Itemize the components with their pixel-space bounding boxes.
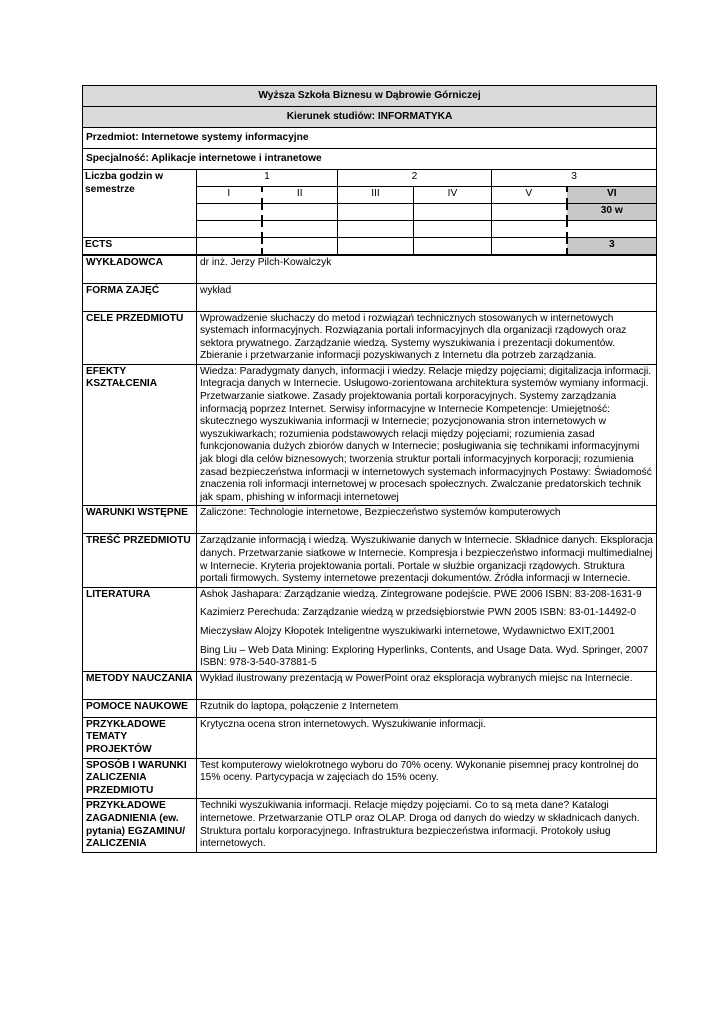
hours-s5 xyxy=(492,204,567,221)
ects-s2 xyxy=(262,238,338,256)
row-label: SPOSÓB I WARUNKI ZALICZENIA PRZEDMIOTU xyxy=(83,758,197,799)
syllabus-table xyxy=(82,85,657,853)
years-row xyxy=(83,170,657,187)
literature-item: Kazimierz Perechuda: Zarządzanie wiedzą w przedsiębiorstwie PWN 2005 ISBN: 83-01-14492-0 xyxy=(200,607,637,619)
hours2-s5 xyxy=(492,221,567,238)
semester-3: III xyxy=(338,187,414,204)
row-label: PRZYKŁADOWE ZAGADNIENIA (ew. pytania) EGZAMINU/ ZALICZENIA xyxy=(83,799,197,852)
row-label: LITERATURA xyxy=(83,587,197,671)
semester-6: VI xyxy=(567,187,657,204)
projects-value: Krytyczna ocena stron internetowych. Wyszukiwanie informacji. xyxy=(197,717,657,758)
hours-s2 xyxy=(262,204,338,221)
semester-4: IV xyxy=(414,187,492,204)
ects-s5 xyxy=(492,238,567,256)
grading-value: Test komputerowy wielokrotnego wyboru do 70% oceny. Wykonanie pisemnej pracy kontrolnej do 15% oceny. Partycypacja w zajęciach do 15% oceny. xyxy=(197,758,657,799)
row-label: EFEKTY KSZTAŁCENIA xyxy=(83,364,197,506)
prerequisites-row xyxy=(83,506,657,534)
hours2-s2 xyxy=(262,221,338,238)
year-1: 1 xyxy=(197,170,338,187)
row-label: CELE PRZEDMIOTU xyxy=(83,311,197,364)
outcomes-row xyxy=(83,364,657,506)
lecturer-row xyxy=(83,255,657,283)
subject-name: Przedmiot: Internetowe systemy informacyjne xyxy=(83,128,657,149)
goals-value: Wprowadzenie słuchaczy do metod i rozwiązań technicznych stosowanych w internetowych systemach informacyjnych. Rozwiązania portali informacyjnych dla organizacji rządowych oraz sektora prywatnego. Zarządzanie wiedzą. Systemy wyszukiwania i prezentacji dokumentów. Zbieranie i przetwarzanie informacji pozyskiwanych z Internetu dla potrzeb zarządzania. xyxy=(197,311,657,364)
hours-s4 xyxy=(414,204,492,221)
outcomes-value: Wiedza: Paradygmaty danych, informacji i wiedzy. Relacje między pojęciami; digitalizacja informacji. Integracja danych w Internecie. Usługowo-zorientowana architektura systemów wymiany informacji. Przetwarzanie siatkowe. Zasady projektowania portali korporacyjnych. Systemy zarządzania informacją poprzez Internet. Serwisy informacyjne w Internecie Kompetencje: Umiejętność: skutecznego wyszukiwania informacji w Internecie; pozycjonowania stron internetowych w wyszukiwarkach; rozumienia podstawowych relacji między pojęciami; rozumienia zasad funkcjonowania dużych zbiorów danych w Internecie; posługiwania się technikami informacyjnymi jak blogi dla celów biznesowych; tworzenia struktur portali informacyjnych korporacji; rozumienia zasad bezpieczeństwa informacji w internetowych systemach informacyjnych Postawy: Świadomość znaczenia roli informacji internetowej w procesach społecznych. Zwalczanie predatorskich technik jak spam, phishing w informacji internetowej xyxy=(197,364,657,506)
hours-s3 xyxy=(338,204,414,221)
hours2-s4 xyxy=(414,221,492,238)
year-3: 3 xyxy=(492,170,657,187)
semester-1: I xyxy=(197,187,262,204)
hours2-s3 xyxy=(338,221,414,238)
field-row xyxy=(83,107,657,128)
row-label: TREŚĆ PRZEDMIOTU xyxy=(83,534,197,587)
aids-value: Rzutnik do laptopa, połączenie z Internetem xyxy=(197,699,657,717)
row-label: WARUNKI WSTĘPNE xyxy=(83,506,197,534)
prerequisites-value: Zaliczone: Technologie internetowe, Bezpieczeństwo systemów komputerowych xyxy=(197,506,657,534)
methods-value: Wykład ilustrowany prezentacją w PowerPoint oraz eksploracja wybranych miejsc na Internecie. xyxy=(197,671,657,699)
literature-list xyxy=(197,587,657,671)
year-2: 2 xyxy=(338,170,492,187)
form-row xyxy=(83,283,657,311)
lecturer-value: dr inż. Jerzy Pilch-Kowalczyk xyxy=(197,255,657,283)
hours-s1 xyxy=(197,204,262,221)
row-label: WYKŁADOWCA xyxy=(83,255,197,283)
exam-value: Techniki wyszukiwania informacji. Relacje między pojęciami. Co to są meta dane? Katalogi internetowe. Przetwarzanie OTLP oraz OLAP. Droga od danych do wiedzy w składnicach danych. Struktura portalu korporacyjnego. Infrastruktura bezpieczeństwa informacji. Protokoły usług internetowych. xyxy=(197,799,657,852)
semester-2: II xyxy=(262,187,338,204)
form-value: wykład xyxy=(197,283,657,311)
school-row xyxy=(83,86,657,107)
literature-item: Mieczysław Alojzy Kłopotek Inteligentne wyszukiwarki internetowe, Wydawnictwo EXIT,2001 xyxy=(200,625,615,637)
school-name: Wyższa Szkoła Biznesu w Dąbrowie Górniczej xyxy=(83,86,657,107)
row-label: FORMA ZAJĘĆ xyxy=(83,283,197,311)
goals-row xyxy=(83,311,657,364)
exam-row xyxy=(83,799,657,852)
specialty-name: Specjalność: Aplikacje internetowe i intranetowe xyxy=(83,149,657,170)
methods-row xyxy=(83,671,657,699)
semester-5: V xyxy=(492,187,567,204)
content-value: Zarządzanie informacją i wiedzą. Wyszukiwanie danych w Internecie. Składnice danych. Eksploracja danych. Przetwarzanie siatkowe w Internecie. Kompresja i bezpieczeństwo informacji multimedialnej w Internecie. Kryteria projektowania portali. Portale w służbie organizacji rządowych. Struktura portali firmowych. Systemy internetowe prezentacji dokumentów. Źródła informacji w Internecie. xyxy=(197,534,657,587)
aids-row xyxy=(83,699,657,717)
row-label: METODY NAUCZANIA xyxy=(83,671,197,699)
literature-row xyxy=(83,587,657,671)
ects-s1 xyxy=(197,238,262,256)
literature-item: Ashok Jashapara: Zarządzanie wiedzą. Zintegrowane podejście. PWE 2006 ISBN: 83-208-1631-9 xyxy=(200,588,642,600)
row-label: POMOCE NAUKOWE xyxy=(83,699,197,717)
literature-item: Bing Liu – Web Data Mining: Exploring Hyperlinks, Contents, and Usage Data. Wyd. Springer, 2007 ISBN: 978-3-540-37881-5 xyxy=(200,644,649,669)
hours-s6: 30 w xyxy=(567,204,657,221)
syllabus-sheet xyxy=(82,85,656,853)
projects-row xyxy=(83,717,657,758)
subject-row xyxy=(83,128,657,149)
hours2-s1 xyxy=(197,221,262,238)
hours-label: Liczba godzin w semestrze xyxy=(83,170,197,238)
ects-s3 xyxy=(338,238,414,256)
grading-row xyxy=(83,758,657,799)
ects-label: ECTS xyxy=(83,238,197,256)
specialty-row xyxy=(83,149,657,170)
content-row xyxy=(83,534,657,587)
ects-row xyxy=(83,238,657,256)
row-label: PRZYKŁADOWE TEMATY PROJEKTÓW xyxy=(83,717,197,758)
ects-s4 xyxy=(414,238,492,256)
hours2-s6 xyxy=(567,221,657,238)
ects-value: 3 xyxy=(567,238,657,256)
field-of-study: Kierunek studiów: INFORMATYKA xyxy=(83,107,657,128)
